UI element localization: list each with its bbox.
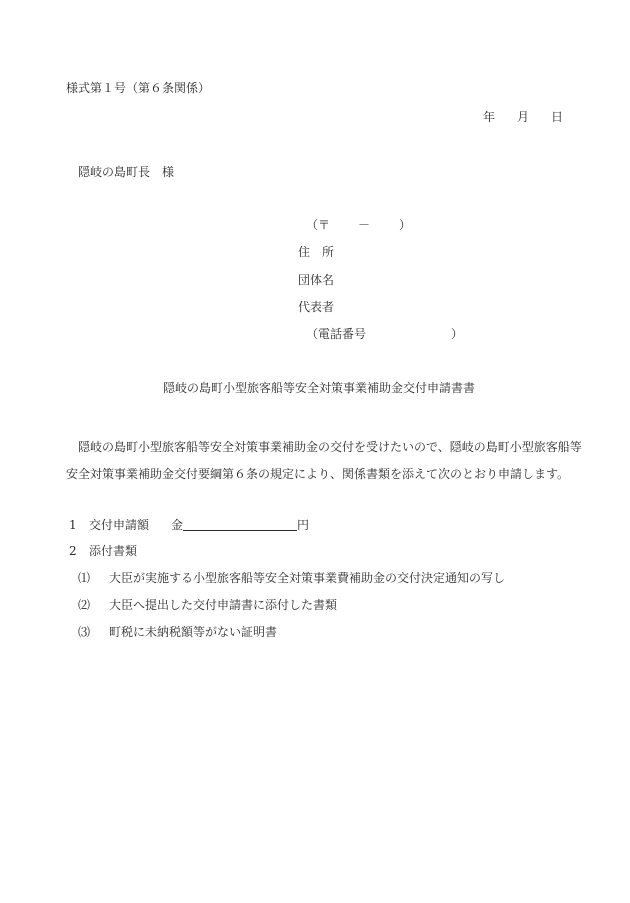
- postal-code-field: [306, 218, 412, 232]
- attachment-item: [78, 599, 337, 611]
- phone-field: [306, 327, 464, 341]
- item-number: 1: [69, 518, 77, 532]
- application-statement: [66, 434, 586, 488]
- phone-label: （電話番号: [306, 327, 367, 341]
- item-attachments: [69, 545, 137, 557]
- attachment-item: [78, 572, 505, 584]
- address-field: [298, 246, 334, 258]
- month-label: 月: [517, 110, 530, 124]
- addressee: [78, 166, 174, 178]
- attachment-number: ⑴: [78, 571, 91, 585]
- date-line: [483, 111, 563, 123]
- year-label: 年: [483, 110, 496, 124]
- item-number: 2: [69, 544, 77, 558]
- postal-open: （〒: [306, 218, 331, 232]
- amount-suffix: 円: [297, 518, 310, 532]
- item-label: 添付書類: [89, 544, 138, 558]
- organization-field: 団体名: [298, 273, 335, 287]
- document-title: 隠岐の島町小型旅客船等安全対策事業補助金交付申請書書: [163, 381, 476, 395]
- attachment-item: [78, 626, 277, 638]
- attachment-text: 町税に未納税額等がない証明書: [109, 625, 278, 639]
- postal-close: ）: [399, 218, 412, 232]
- attachment-text: 大臣が実施する小型旅客船等安全対策事業費補助金の交付決定通知の写し: [109, 571, 506, 585]
- postal-dash: －: [358, 218, 371, 232]
- day-label: 日: [551, 110, 564, 124]
- attachment-number: ⑵: [78, 598, 91, 612]
- statement-line-2: 安全対策事業補助金交付要綱第６条の規定により、関係書類を添えて次のとおり申請します。: [66, 467, 570, 481]
- addressee-honorific: 様: [162, 165, 175, 179]
- phone-close: ）: [451, 327, 464, 341]
- attachment-text: 大臣へ提出した交付申請書に添付した書類: [109, 598, 338, 612]
- amount-input-line[interactable]: [183, 517, 297, 531]
- amount-prefix: 金: [171, 518, 184, 532]
- address-label-2: 所: [322, 245, 335, 259]
- address-label-1: 住: [298, 245, 311, 259]
- item-label: 交付申請額: [89, 518, 150, 532]
- attachment-number: ⑶: [78, 625, 91, 639]
- addressee-name: 隠岐の島町長: [78, 165, 151, 179]
- form-number: 様式第１号（第６条関係）: [66, 81, 211, 95]
- item-application-amount: [69, 517, 309, 531]
- representative-field: 代表者: [298, 300, 335, 314]
- statement-line-1: 隠岐の島町小型旅客船等安全対策事業補助金の交付を受けたいので、隠岐の島町小型旅客船等: [78, 440, 582, 454]
